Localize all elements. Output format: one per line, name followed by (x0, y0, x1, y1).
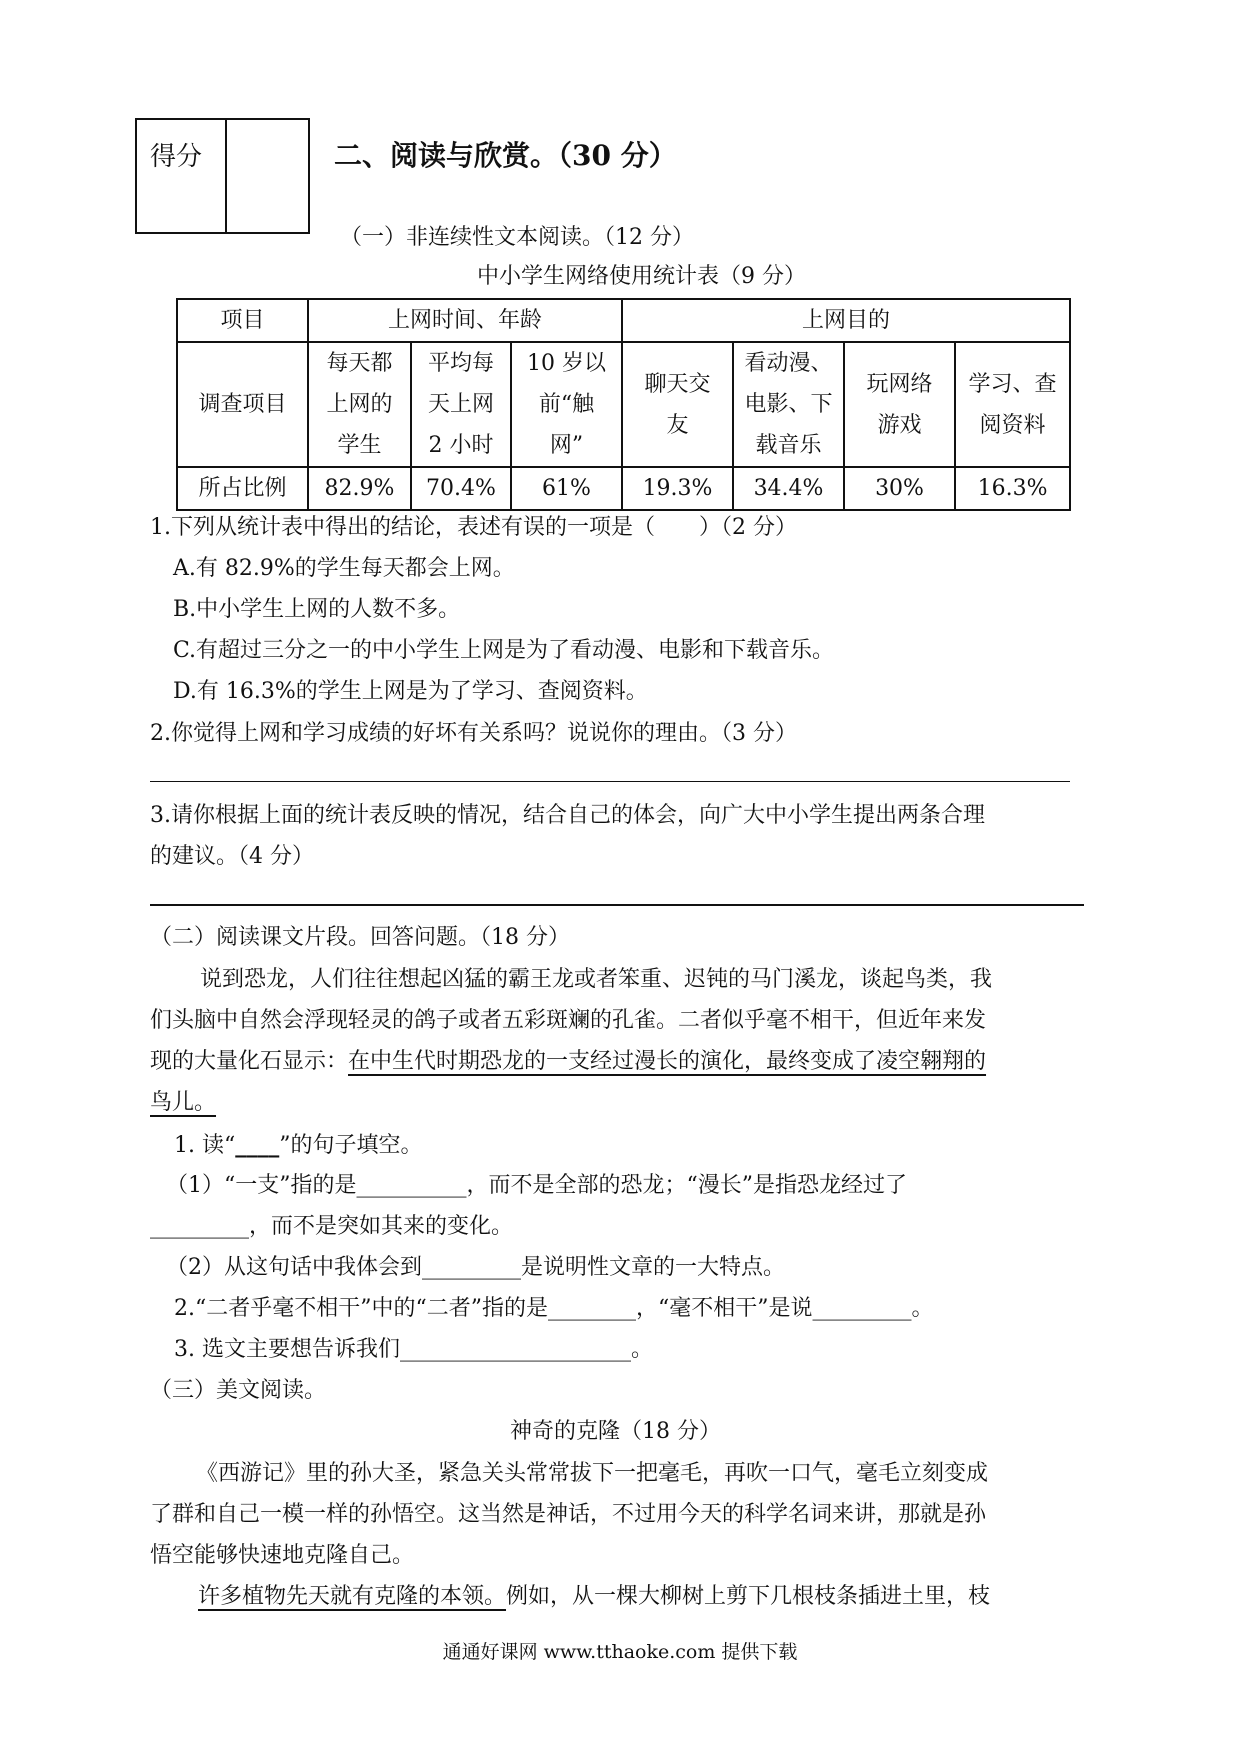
header-group-purpose: 上网目的 (622, 299, 1070, 342)
option-a: A.有 82.9%的学生每天都会上网。 (173, 556, 515, 581)
survey-item: 10 岁以前“触网” (511, 342, 622, 467)
ratio-value: 19.3% (622, 467, 733, 510)
part3-para2 (198, 1583, 990, 1611)
part2-underlined-sentence: 在中生代时期恐龙的一支经过漫长的演化，最终变成了凌空翱翔的 (348, 1049, 987, 1074)
part2-para-line3-text: 现的大量化石显示： (150, 1049, 349, 1074)
table-header-row (177, 299, 1070, 342)
header-item: 项目 (177, 299, 308, 342)
answer-line-q3[interactable] (150, 904, 1084, 906)
option-d: D.有 16.3%的学生上网是为了学习、查阅资料。 (173, 679, 648, 704)
ratio-value: 16.3% (955, 467, 1070, 510)
part2-para-line2: 们头脑中自然会浮现轻灵的鸽子或者五彩斑斓的孔雀。二者似乎毫不相干，但近年来发 (150, 1008, 987, 1033)
part2-q1-sub2: （2）从这句话中我体会到_________是说明性文章的一大特点。 (166, 1255, 785, 1280)
option-b: B.中小学生上网的人数不多。 (173, 597, 461, 622)
part2-question-3: 3. 选文主要想告诉我们_____________________。 (174, 1337, 653, 1362)
ratio-label: 所占比例 (177, 467, 308, 510)
survey-item: 聊天交友 (622, 342, 733, 467)
table-survey-row (177, 342, 1070, 467)
ratio-value: 30% (844, 467, 955, 510)
survey-item: 看动漫、电影、下载音乐 (733, 342, 844, 467)
part2-q1-blank: ____ (235, 1132, 280, 1158)
survey-item: 学习、查阅资料 (955, 342, 1070, 467)
part2-underlined-sentence-end: 鸟儿。 (150, 1090, 217, 1115)
part1-question-3-line1: 3.请你根据上面的统计表反映的情况，结合自己的体会，向广大中小学生提出两条合理 (150, 803, 985, 828)
ratio-value: 70.4% (411, 467, 511, 510)
part3-underlined-sentence: 许多植物先天就有克隆的本领。 (198, 1584, 507, 1609)
part2-q1-suffix: ”的句子填空。 (279, 1133, 423, 1158)
survey-item: 玩网络游戏 (844, 342, 955, 467)
footer: 通通好课网 www.tthaoke.com 提供下载 (442, 1641, 798, 1663)
part1-question-3-line2: 的建议。（4 分） (150, 844, 314, 869)
ratio-value: 34.4% (733, 467, 844, 510)
ratio-value: 61% (511, 467, 622, 510)
part1-question-2: 2.你觉得上网和学习成绩的好坏有关系吗？说说你的理由。（3 分） (150, 721, 797, 746)
table-ratio-row (177, 467, 1070, 510)
header-group-time-age: 上网时间、年龄 (308, 299, 622, 342)
survey-label: 调查项目 (177, 342, 308, 467)
part2-question-1 (174, 1131, 422, 1160)
part2-heading: （二）阅读课文片段。回答问题。（18 分） (150, 925, 570, 950)
part3-para1-line1: 《西游记》里的孙大圣，紧急关头常常拔下一把毫毛，再吹一口气，毫毛立刻变成 (196, 1461, 989, 1486)
survey-item: 平均每天上网2 小时 (411, 342, 511, 467)
statistics-table (176, 298, 1071, 511)
section-title: 二、阅读与欣赏。（30 分） (334, 139, 677, 172)
part3-heading: （三）美文阅读。 (150, 1378, 327, 1403)
part2-para-line3 (150, 1048, 986, 1076)
ratio-value: 82.9% (308, 467, 411, 510)
part1-question-1: 1.下列从统计表中得出的结论，表述有误的一项是（ ）（2 分） (150, 515, 797, 540)
option-c: C.有超过三分之一的中小学生上网是为了看动漫、电影和下载音乐。 (173, 638, 835, 663)
score-box-divider (225, 120, 227, 232)
part3-title: 神奇的克隆（18 分） (510, 1419, 721, 1444)
part2-para-line1: 说到恐龙，人们往往想起凶猛的霸王龙或者笨重、迟钝的马门溪龙，谈起鸟类，我 (200, 967, 993, 992)
score-label: 得分 (150, 142, 203, 172)
survey-item: 每天都上网的学生 (308, 342, 411, 467)
part2-q1-prefix: 1. 读“ (174, 1133, 236, 1158)
part2-q1-sub1-line1: （1）“一支”指的是__________，而不是全部的恐龙；“漫长”是指恐龙经过了 (166, 1173, 907, 1198)
table-title: 中小学生网络使用统计表（9 分） (477, 264, 806, 289)
answer-line-q2[interactable] (150, 781, 1070, 782)
part3-para1-line3: 悟空能够快速地克隆自己。 (150, 1543, 415, 1568)
part3-para1-line2: 了群和自己一模一样的孙悟空。这当然是神话，不过用今天的科学名词来讲，那就是孙 (150, 1502, 987, 1527)
part2-question-2: 2.“二者乎毫不相干”中的“二者”指的是________，“毫不相干”是说_________。 (174, 1296, 934, 1321)
part2-q1-sub1-line2: _________，而不是突如其来的变化。 (150, 1214, 514, 1239)
part1-heading: （一）非连续性文本阅读。（12 分） (340, 225, 694, 250)
part3-para2-rest: 例如，从一棵大柳树上剪下几根枝条插进土里，枝 (506, 1584, 991, 1609)
